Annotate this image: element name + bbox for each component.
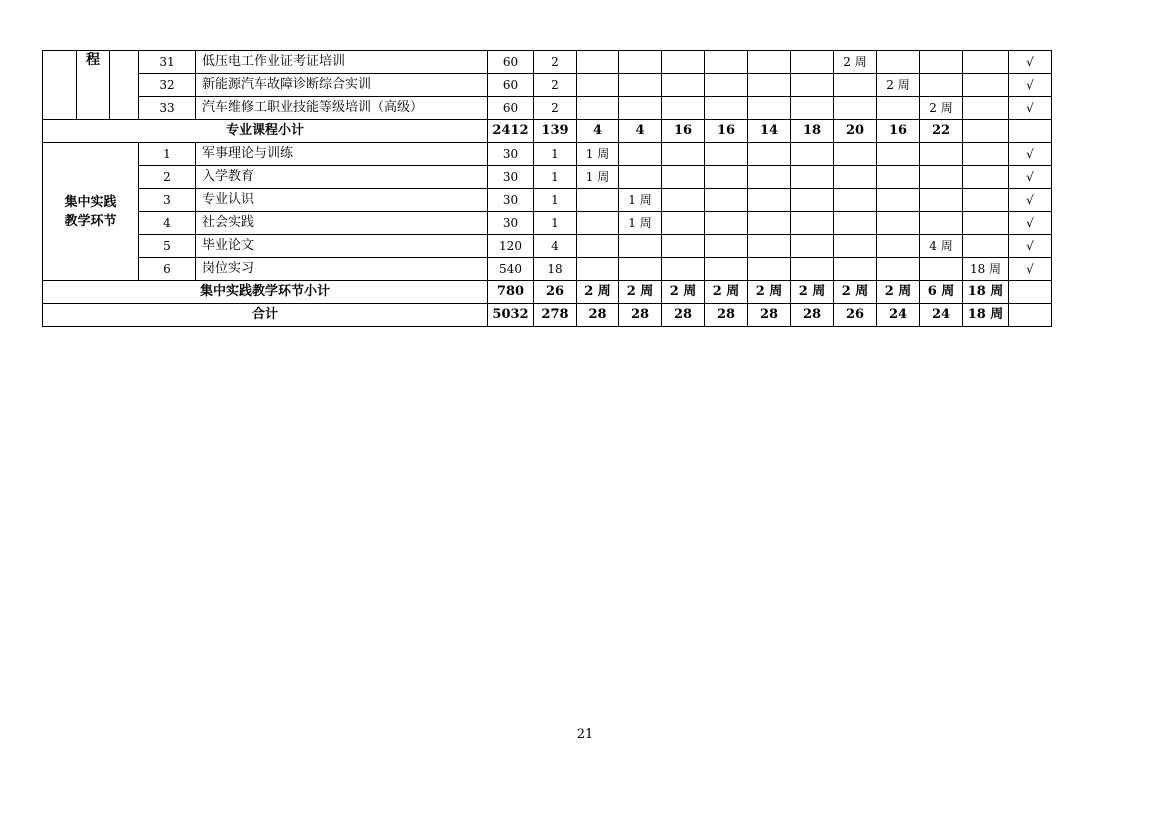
term-cell <box>834 166 877 189</box>
term-cell <box>577 212 619 235</box>
term-cell <box>963 212 1009 235</box>
course-name: 低压电工作业证考证培训 <box>196 51 488 74</box>
subcategory-cell <box>110 51 139 120</box>
term-cell <box>662 212 705 235</box>
term-cell <box>748 235 791 258</box>
term-cell <box>920 189 963 212</box>
term-cell <box>748 97 791 120</box>
course-number: 2 <box>139 166 196 189</box>
check-mark-cell: √ <box>1009 143 1052 166</box>
table-row <box>43 189 1082 212</box>
term-cell <box>963 74 1009 97</box>
term-cell: 1 周 <box>619 189 662 212</box>
term-cell <box>791 51 834 74</box>
term-cell <box>834 74 877 97</box>
check-mark-cell: √ <box>1009 235 1052 258</box>
term-cell <box>877 258 920 281</box>
term-cell <box>705 143 748 166</box>
term-cell <box>619 258 662 281</box>
table-row <box>43 166 1082 189</box>
term-cell: 28 <box>619 304 662 327</box>
term-cell: 22 <box>920 120 963 143</box>
term-cell <box>834 212 877 235</box>
hours-cell: 60 <box>488 51 534 74</box>
credits-cell: 1 <box>534 189 577 212</box>
term-cell: 4 <box>577 120 619 143</box>
course-number: 3 <box>139 189 196 212</box>
hours-cell: 60 <box>488 97 534 120</box>
credits-cell: 26 <box>534 281 577 304</box>
credits-cell: 18 <box>534 258 577 281</box>
term-cell <box>877 235 920 258</box>
term-cell <box>577 235 619 258</box>
credits-cell: 2 <box>534 51 577 74</box>
term-cell <box>619 51 662 74</box>
credits-cell: 4 <box>534 235 577 258</box>
total-row <box>43 304 1082 327</box>
term-cell <box>877 97 920 120</box>
term-cell: 28 <box>662 304 705 327</box>
term-cell: 18 <box>791 120 834 143</box>
term-cell: 28 <box>705 304 748 327</box>
term-cell <box>834 97 877 120</box>
check-mark-cell: √ <box>1009 258 1052 281</box>
term-cell <box>705 51 748 74</box>
term-cell <box>877 143 920 166</box>
table-row <box>43 51 1082 74</box>
course-name: 毕业论文 <box>196 235 488 258</box>
term-cell <box>963 97 1009 120</box>
term-cell <box>748 258 791 281</box>
term-cell: 1 周 <box>619 212 662 235</box>
term-cell <box>577 189 619 212</box>
term-cell: 2 周 <box>877 281 920 304</box>
term-cell <box>662 51 705 74</box>
term-cell <box>748 74 791 97</box>
term-cell <box>791 97 834 120</box>
check-mark-cell: √ <box>1009 74 1052 97</box>
table-row <box>43 143 1082 166</box>
term-cell <box>834 258 877 281</box>
credits-cell: 2 <box>534 74 577 97</box>
page-number: 21 <box>576 727 594 742</box>
term-cell <box>748 189 791 212</box>
term-cell: 16 <box>877 120 920 143</box>
term-cell <box>662 258 705 281</box>
term-cell <box>705 212 748 235</box>
term-cell <box>619 235 662 258</box>
term-cell <box>705 235 748 258</box>
table-row <box>43 235 1082 258</box>
total-label: 合计 <box>43 304 488 327</box>
term-cell <box>619 97 662 120</box>
check-mark-cell <box>1009 304 1052 327</box>
term-cell: 14 <box>748 120 791 143</box>
course-number: 32 <box>139 74 196 97</box>
term-cell <box>748 51 791 74</box>
term-cell: 18 周 <box>963 304 1009 327</box>
term-cell <box>577 51 619 74</box>
term-cell: 4 <box>619 120 662 143</box>
hours-cell: 120 <box>488 235 534 258</box>
term-cell: 28 <box>577 304 619 327</box>
check-mark-cell: √ <box>1009 189 1052 212</box>
term-cell <box>748 143 791 166</box>
term-cell <box>662 235 705 258</box>
term-cell: 18 周 <box>963 281 1009 304</box>
term-cell <box>877 212 920 235</box>
category-cell <box>43 51 77 120</box>
term-cell: 4 周 <box>920 235 963 258</box>
term-cell <box>705 189 748 212</box>
term-cell <box>877 166 920 189</box>
term-cell <box>577 258 619 281</box>
term-cell: 2 周 <box>662 281 705 304</box>
term-cell <box>791 258 834 281</box>
term-cell <box>791 74 834 97</box>
subtotal-row <box>43 281 1082 304</box>
check-mark-cell <box>1009 281 1052 304</box>
term-cell <box>619 166 662 189</box>
term-cell: 2 周 <box>877 74 920 97</box>
term-cell <box>748 212 791 235</box>
term-cell: 2 周 <box>619 281 662 304</box>
check-mark-cell: √ <box>1009 166 1052 189</box>
term-cell <box>963 143 1009 166</box>
table-row <box>43 97 1082 120</box>
term-cell <box>662 189 705 212</box>
term-cell: 6 周 <box>920 281 963 304</box>
hours-cell: 30 <box>488 143 534 166</box>
term-cell <box>662 97 705 120</box>
term-cell: 2 周 <box>834 281 877 304</box>
term-cell: 2 周 <box>705 281 748 304</box>
term-cell: 2 周 <box>791 281 834 304</box>
term-cell: 2 周 <box>577 281 619 304</box>
term-cell: 16 <box>662 120 705 143</box>
hours-cell: 30 <box>488 189 534 212</box>
term-cell <box>920 166 963 189</box>
check-mark-cell: √ <box>1009 51 1052 74</box>
term-cell <box>662 74 705 97</box>
term-cell <box>920 74 963 97</box>
term-cell <box>791 166 834 189</box>
practice-category-cell <box>43 143 139 281</box>
term-cell: 24 <box>877 304 920 327</box>
term-cell: 2 周 <box>834 51 877 74</box>
course-number: 6 <box>139 258 196 281</box>
term-cell <box>662 143 705 166</box>
category-line: 集中实践 <box>64 194 117 210</box>
course-name: 汽车维修工职业技能等级培训（高级） <box>196 97 488 120</box>
term-cell <box>748 166 791 189</box>
check-mark-cell: √ <box>1009 97 1052 120</box>
course-name: 社会实践 <box>196 212 488 235</box>
term-cell <box>877 189 920 212</box>
hours-cell: 60 <box>488 74 534 97</box>
term-cell: 18 周 <box>963 258 1009 281</box>
subtotal-row <box>43 120 1082 143</box>
subtotal-label: 集中实践教学环节小计 <box>43 281 488 304</box>
term-cell <box>834 189 877 212</box>
term-cell <box>963 120 1009 143</box>
course-name: 新能源汽车故障诊断综合实训 <box>196 74 488 97</box>
term-cell: 2 周 <box>748 281 791 304</box>
course-name: 军事理论与训练 <box>196 143 488 166</box>
term-cell <box>791 143 834 166</box>
term-cell <box>662 166 705 189</box>
course-schedule-table <box>42 50 1082 327</box>
hours-cell: 540 <box>488 258 534 281</box>
category-line: 教学环节 <box>64 213 117 229</box>
term-cell: 2 周 <box>920 97 963 120</box>
credits-cell: 139 <box>534 120 577 143</box>
term-cell: 1 周 <box>577 143 619 166</box>
course-name: 专业认识 <box>196 189 488 212</box>
course-number: 31 <box>139 51 196 74</box>
credits-cell: 2 <box>534 97 577 120</box>
term-cell <box>920 143 963 166</box>
table-row <box>43 212 1082 235</box>
term-cell <box>920 258 963 281</box>
term-cell <box>705 258 748 281</box>
term-cell <box>877 51 920 74</box>
term-cell <box>705 74 748 97</box>
table-row <box>43 74 1082 97</box>
term-cell: 20 <box>834 120 877 143</box>
term-cell: 1 周 <box>577 166 619 189</box>
hours-cell: 2412 <box>488 120 534 143</box>
term-cell <box>619 74 662 97</box>
credits-cell: 278 <box>534 304 577 327</box>
program-label-cell: 程 <box>77 51 110 120</box>
hours-cell: 30 <box>488 166 534 189</box>
term-cell: 24 <box>920 304 963 327</box>
check-mark-cell <box>1009 120 1052 143</box>
subtotal-label: 专业课程小计 <box>43 120 488 143</box>
credits-cell: 1 <box>534 166 577 189</box>
term-cell: 26 <box>834 304 877 327</box>
term-cell <box>920 51 963 74</box>
term-cell <box>963 166 1009 189</box>
course-name: 岗位实习 <box>196 258 488 281</box>
term-cell <box>577 97 619 120</box>
term-cell: 28 <box>748 304 791 327</box>
term-cell <box>963 51 1009 74</box>
table-row <box>43 258 1082 281</box>
term-cell: 16 <box>705 120 748 143</box>
term-cell <box>791 235 834 258</box>
course-number: 33 <box>139 97 196 120</box>
term-cell <box>920 212 963 235</box>
course-number: 4 <box>139 212 196 235</box>
term-cell <box>705 97 748 120</box>
course-name: 入学教育 <box>196 166 488 189</box>
term-cell: 28 <box>791 304 834 327</box>
hours-cell: 5032 <box>488 304 534 327</box>
credits-cell: 1 <box>534 212 577 235</box>
term-cell <box>963 189 1009 212</box>
hours-cell: 780 <box>488 281 534 304</box>
course-number: 1 <box>139 143 196 166</box>
term-cell <box>834 235 877 258</box>
check-mark-cell: √ <box>1009 212 1052 235</box>
credits-cell: 1 <box>534 143 577 166</box>
hours-cell: 30 <box>488 212 534 235</box>
term-cell <box>963 235 1009 258</box>
term-cell <box>791 212 834 235</box>
term-cell <box>619 143 662 166</box>
term-cell <box>791 189 834 212</box>
term-cell <box>834 143 877 166</box>
term-cell <box>705 166 748 189</box>
term-cell <box>577 74 619 97</box>
course-number: 5 <box>139 235 196 258</box>
